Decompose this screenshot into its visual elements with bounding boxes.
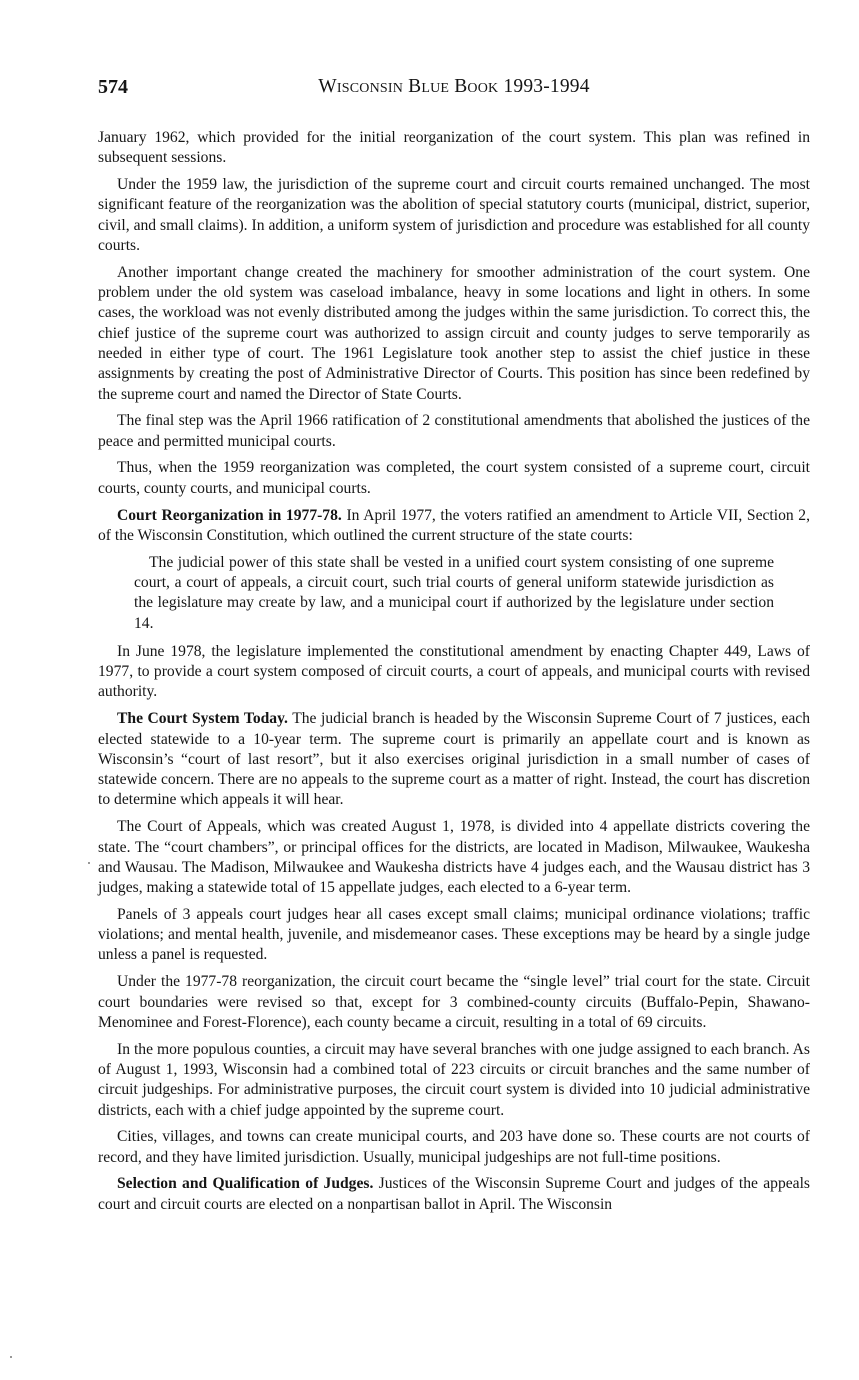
paragraph: Thus, when the 1959 reorganization was completed, the court system consisted of a supreme court, circuit courts, county courts, and municipal courts. xyxy=(98,459,810,497)
paragraph: In the more populous counties, a circuit may have several branches with one judge assigned to each branch. As of August 1, 1993, Wisconsin had a combined total of 223 circuits or circuit branches and the same number of circuit judgeships. For administrative purposes, the circuit court system is divided into 10 judicial administrative districts, each with a chief judge appointed by the supreme court. xyxy=(98,1040,810,1119)
paragraph: Panels of 3 appeals court judges hear all cases except small claims; municipal ordinance violations; traffic violations; and mental health, juvenile, and misdemeanor cases. These exceptions may be heard by a single judge unless a panel is requested. xyxy=(98,905,810,964)
section-heading: Selection and Qualification of Judges. xyxy=(117,1175,374,1193)
paragraph: January 1962, which provided for the initial reorganization of the court system. This plan was refined in subsequent sessions. xyxy=(98,129,810,167)
paragraph: Selection and Qualification of Judges. Justices of the Wisconsin Supreme Court and judges of the appeals court and circuit courts are elected on a nonpartisan ballot in April. The Wisconsin xyxy=(98,1175,810,1213)
scan-speck xyxy=(10,1356,12,1358)
paragraph: The final step was the April 1966 ratification of 2 constitutional amendments that abolished the justices of the peace and permitted municipal courts. xyxy=(98,412,810,450)
paragraph: Under the 1977-78 reorganization, the circuit court became the “single level” trial court for the state. Circuit court boundaries were revised so that, except for 3 combined-county circuits (Buffalo-Pepin, Shawano-Menominee and Forest-Florence), each county became a circuit, resulting in a total of 69 circuits. xyxy=(98,973,810,1031)
body-text xyxy=(98,128,810,1215)
paragraph: Cities, villages, and towns can create municipal courts, and 203 have done so. These courts are not courts of record, and they have limited jurisdiction. Usually, municipal judgeships are not full-time positions. xyxy=(98,1128,810,1166)
paragraph: In June 1978, the legislature implemented the constitutional amendment by enacting Chapter 449, Laws of 1977, to provide a court system composed of circuit courts, a court of appeals, and municipal courts with revised authority. xyxy=(98,642,810,701)
section-heading: Court Reorganization in 1977-78. xyxy=(117,506,342,524)
document-page xyxy=(98,74,810,1222)
paragraph: Under the 1959 law, the jurisdiction of the supreme court and circuit courts remained unchanged. The most significant feature of the reorganization was the abolition of special statutory courts (municipal, district, superior, civil, and small claims). In addition, a uniform system of jurisdiction and procedure was established for all county courts. xyxy=(98,176,810,254)
paragraph: The Court System Today. The judicial branch is headed by the Wisconsin Supreme Court of 7 justices, each elected statewide to a 10-year term. The supreme court is primarily an appellate court and is known as Wisconsin’s “court of last resort”, but it also exercises original jurisdiction in a small number of cases of statewide concern. There are no appeals to the supreme court as a matter of right. Instead, the court has discretion to determine which appeals it will hear. xyxy=(98,710,810,809)
page-number: 574 xyxy=(98,76,128,98)
paragraph: Court Reorganization in 1977-78. In April 1977, the voters ratified an amendment to Article VII, Section 2, of the Wisconsin Constitution, which outlined the current structure of the state courts: xyxy=(98,506,810,544)
scan-speck xyxy=(88,862,90,864)
section-heading: The Court System Today. xyxy=(117,710,288,728)
page-header xyxy=(98,74,810,108)
running-title: Wisconsin Blue Book 1993-1994 xyxy=(318,76,590,97)
paragraph: The Court of Appeals, which was created August 1, 1978, is divided into 4 appellate districts covering the state. The “court chambers”, or principal offices for the districts, are located in Madison, Milwaukee, Waukesha and Wausau. The Madison, Milwaukee and Waukesha districts have 4 judges each, and the Wausau district has 3 judges, making a statewide total of 15 appellate judges, each elected to a 6-year term. xyxy=(98,818,810,897)
block-quote: The judicial power of this state shall be vested in a unified court system consisting of one supreme court, a court of appeals, a circuit court, such trial courts of general uniform statewide jurisdiction as the legislature may create by law, and a municipal court if authorized by the legislature under section 14. xyxy=(134,553,774,632)
paragraph: Another important change created the machinery for smoother administration of the court system. One problem under the old system was caseload imbalance, heavy in some locations and light in others. In some cases, the workload was not evenly distributed among the judges within the same jurisdiction. To correct this, the chief justice of the supreme court was authorized to assign circuit and county judges to serve temporarily as needed in either type of court. The 1961 Legislature took another step to assist the chief justice in these assignments by creating the post of Administrative Director of Courts. This position has since been redefined by the supreme court and named the Director of State Courts. xyxy=(98,263,810,403)
